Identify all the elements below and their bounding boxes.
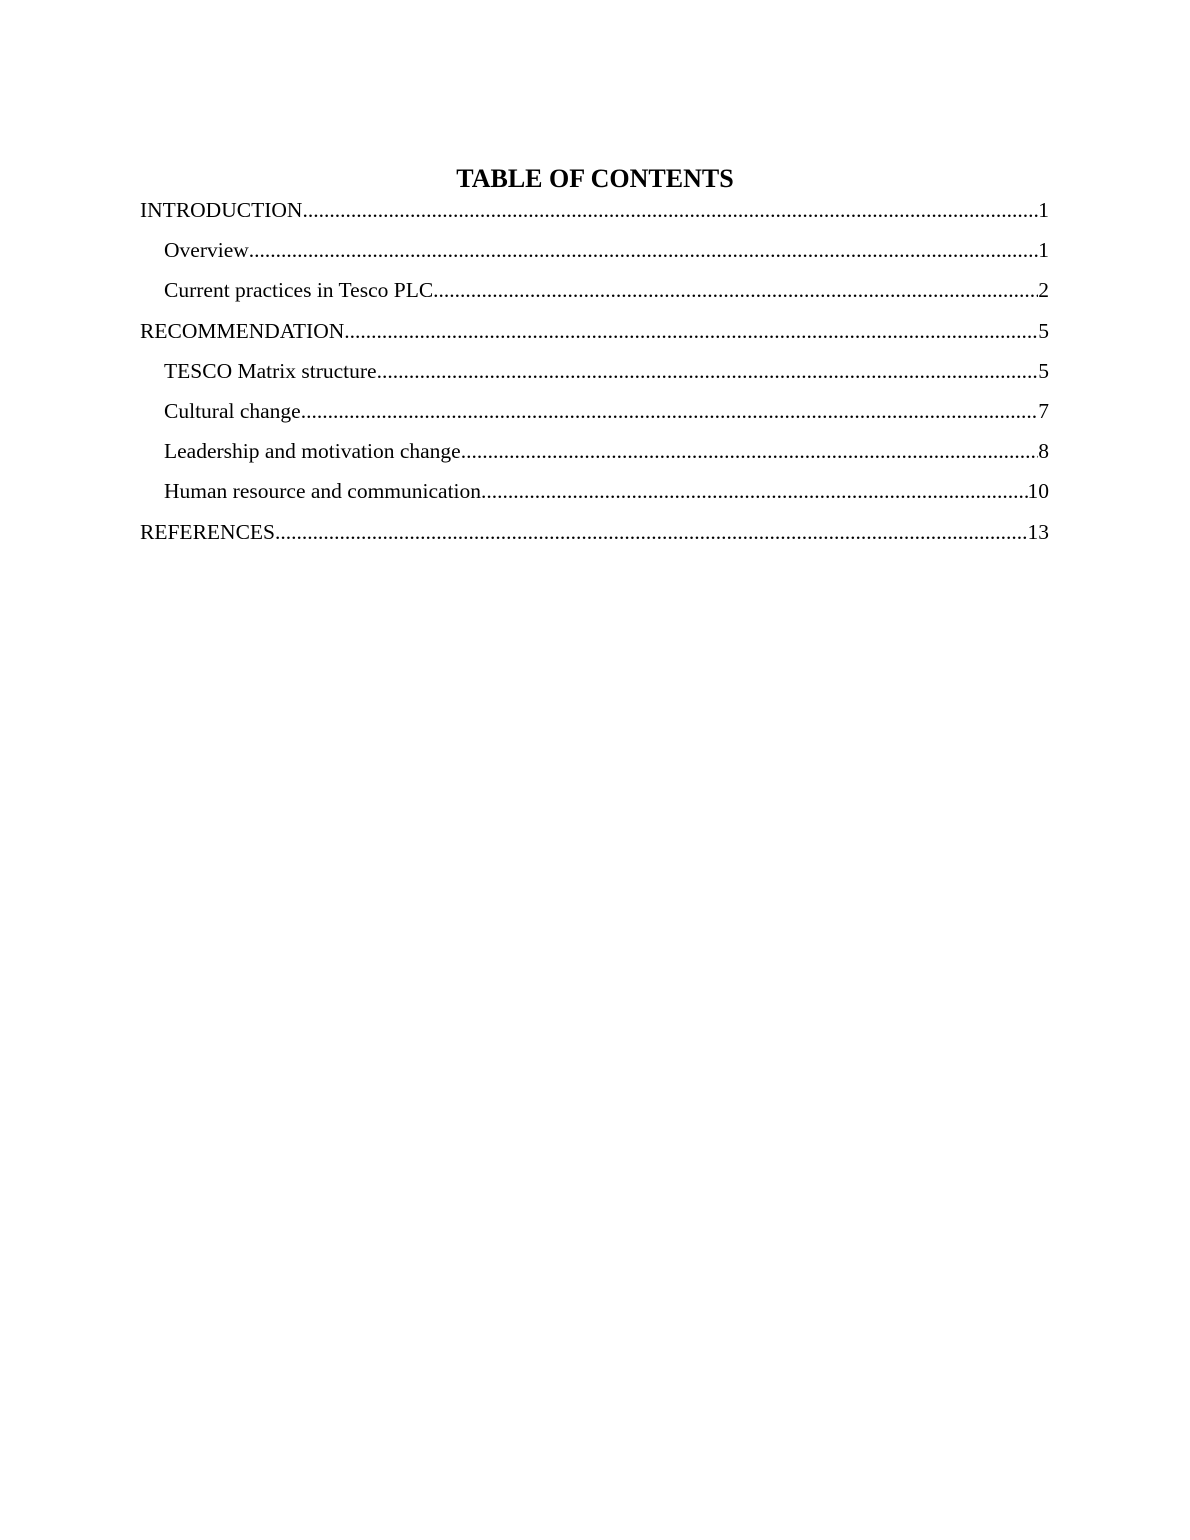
toc-dot-leader	[377, 355, 1039, 387]
toc-entry-label: RECOMMENDATION	[140, 315, 344, 347]
toc-entry-label: INTRODUCTION	[140, 194, 302, 226]
toc-dot-leader	[301, 395, 1039, 427]
toc-entry-page-number: 7	[1038, 395, 1049, 427]
toc-title: TABLE OF CONTENTS	[456, 164, 734, 193]
toc-entry-introduction[interactable]	[140, 194, 1049, 234]
toc-entry-page-number: 2	[1038, 274, 1049, 306]
toc-entry-label: Human resource and communication	[164, 475, 481, 507]
toc-entry-label: REFERENCES	[140, 516, 275, 548]
toc-entry-current-practices[interactable]	[140, 274, 1049, 314]
toc-entry-label: TESCO Matrix structure	[164, 355, 377, 387]
toc-dot-leader	[275, 516, 1028, 548]
toc-entry-label: Current practices in Tesco PLC	[164, 274, 433, 306]
toc-entry-references[interactable]	[140, 516, 1049, 556]
toc-dot-leader	[344, 315, 1038, 347]
toc-list	[140, 194, 1049, 556]
toc-entry-page-number: 5	[1038, 315, 1049, 347]
toc-dot-leader	[481, 475, 1027, 507]
toc-entry-page-number: 8	[1038, 435, 1049, 467]
toc-dot-leader	[302, 194, 1038, 226]
toc-entry-label: Overview	[164, 234, 249, 266]
toc-entry-cultural-change[interactable]	[140, 395, 1049, 435]
toc-entry-tesco-matrix-structure[interactable]	[140, 355, 1049, 395]
toc-entry-page-number: 1	[1038, 194, 1049, 226]
toc-entry-page-number: 10	[1028, 475, 1050, 507]
toc-entry-page-number: 5	[1038, 355, 1049, 387]
toc-entry-recommendation[interactable]	[140, 315, 1049, 355]
toc-entry-human-resource-communication[interactable]	[140, 475, 1049, 515]
toc-entry-page-number: 13	[1028, 516, 1050, 548]
toc-entry-leadership-motivation-change[interactable]	[140, 435, 1049, 475]
toc-dot-leader	[249, 234, 1038, 266]
toc-entry-overview[interactable]	[140, 234, 1049, 274]
toc-dot-leader	[433, 274, 1038, 306]
toc-dot-leader	[461, 435, 1039, 467]
toc-entry-label: Leadership and motivation change	[164, 435, 461, 467]
toc-entry-label: Cultural change	[164, 395, 301, 427]
toc-entry-page-number: 1	[1038, 234, 1049, 266]
